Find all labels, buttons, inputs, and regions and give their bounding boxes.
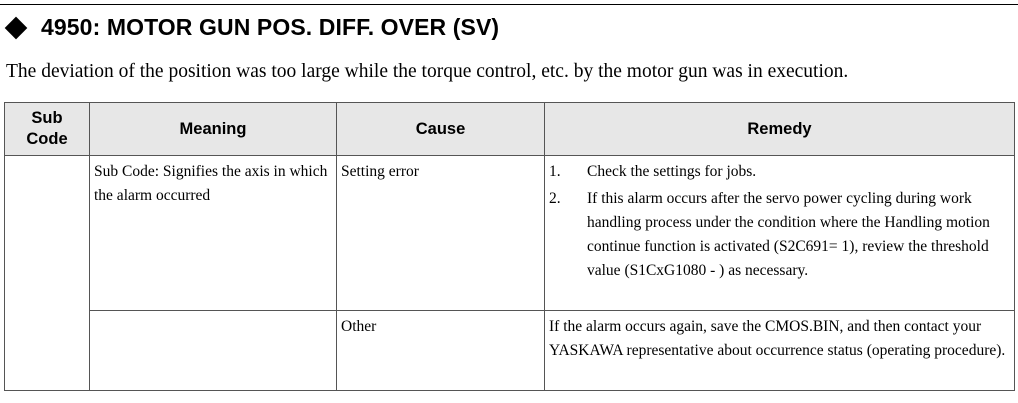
alarm-table [4, 102, 1015, 391]
remedy-cell: If the alarm occurs again, save the CMOS.BIN, and then contact your YASKAWA representative about occurrence status (operating procedure). [545, 311, 1015, 391]
remedy-item-number: 1. [549, 163, 561, 180]
alarm-description: The deviation of the position was too large while the torque control, etc. by the motor gun was in execution. [6, 61, 849, 82]
table-row [5, 156, 1015, 311]
remedy-item-text: If this alarm occurs after the servo power cycling during work handling process under the condition where the Handling motion continue function is activated (S2C691= 1), review the threshold value (S1CxG1080 - ) as necessary. [587, 190, 990, 279]
top-rule [0, 4, 1018, 5]
header-meaning: Meaning [90, 103, 337, 156]
header-sub-code: Sub Code [5, 103, 90, 156]
alarm-title: 4950: MOTOR GUN POS. DIFF. OVER (SV) [41, 14, 500, 40]
meaning-cell: Sub Code: Signifies the axis in which the alarm occurred [90, 156, 337, 311]
table-header-row [5, 103, 1015, 156]
header-remedy: Remedy [545, 103, 1015, 156]
remedy-list-item [549, 187, 1010, 283]
cause-cell: Setting error [337, 156, 545, 311]
diamond-bullet-icon [5, 16, 28, 39]
remedy-list [549, 160, 1010, 283]
remedy-item-number: 2. [549, 190, 561, 207]
sub-code-cell [5, 156, 90, 391]
table-row [5, 311, 1015, 391]
remedy-list-item [549, 160, 1010, 184]
meaning-cell-empty [90, 311, 337, 391]
remedy-item-text: Check the settings for jobs. [587, 163, 757, 180]
remedy-cell [545, 156, 1015, 311]
cause-cell: Other [337, 311, 545, 391]
header-cause: Cause [337, 103, 545, 156]
alarm-heading [3, 14, 499, 41]
